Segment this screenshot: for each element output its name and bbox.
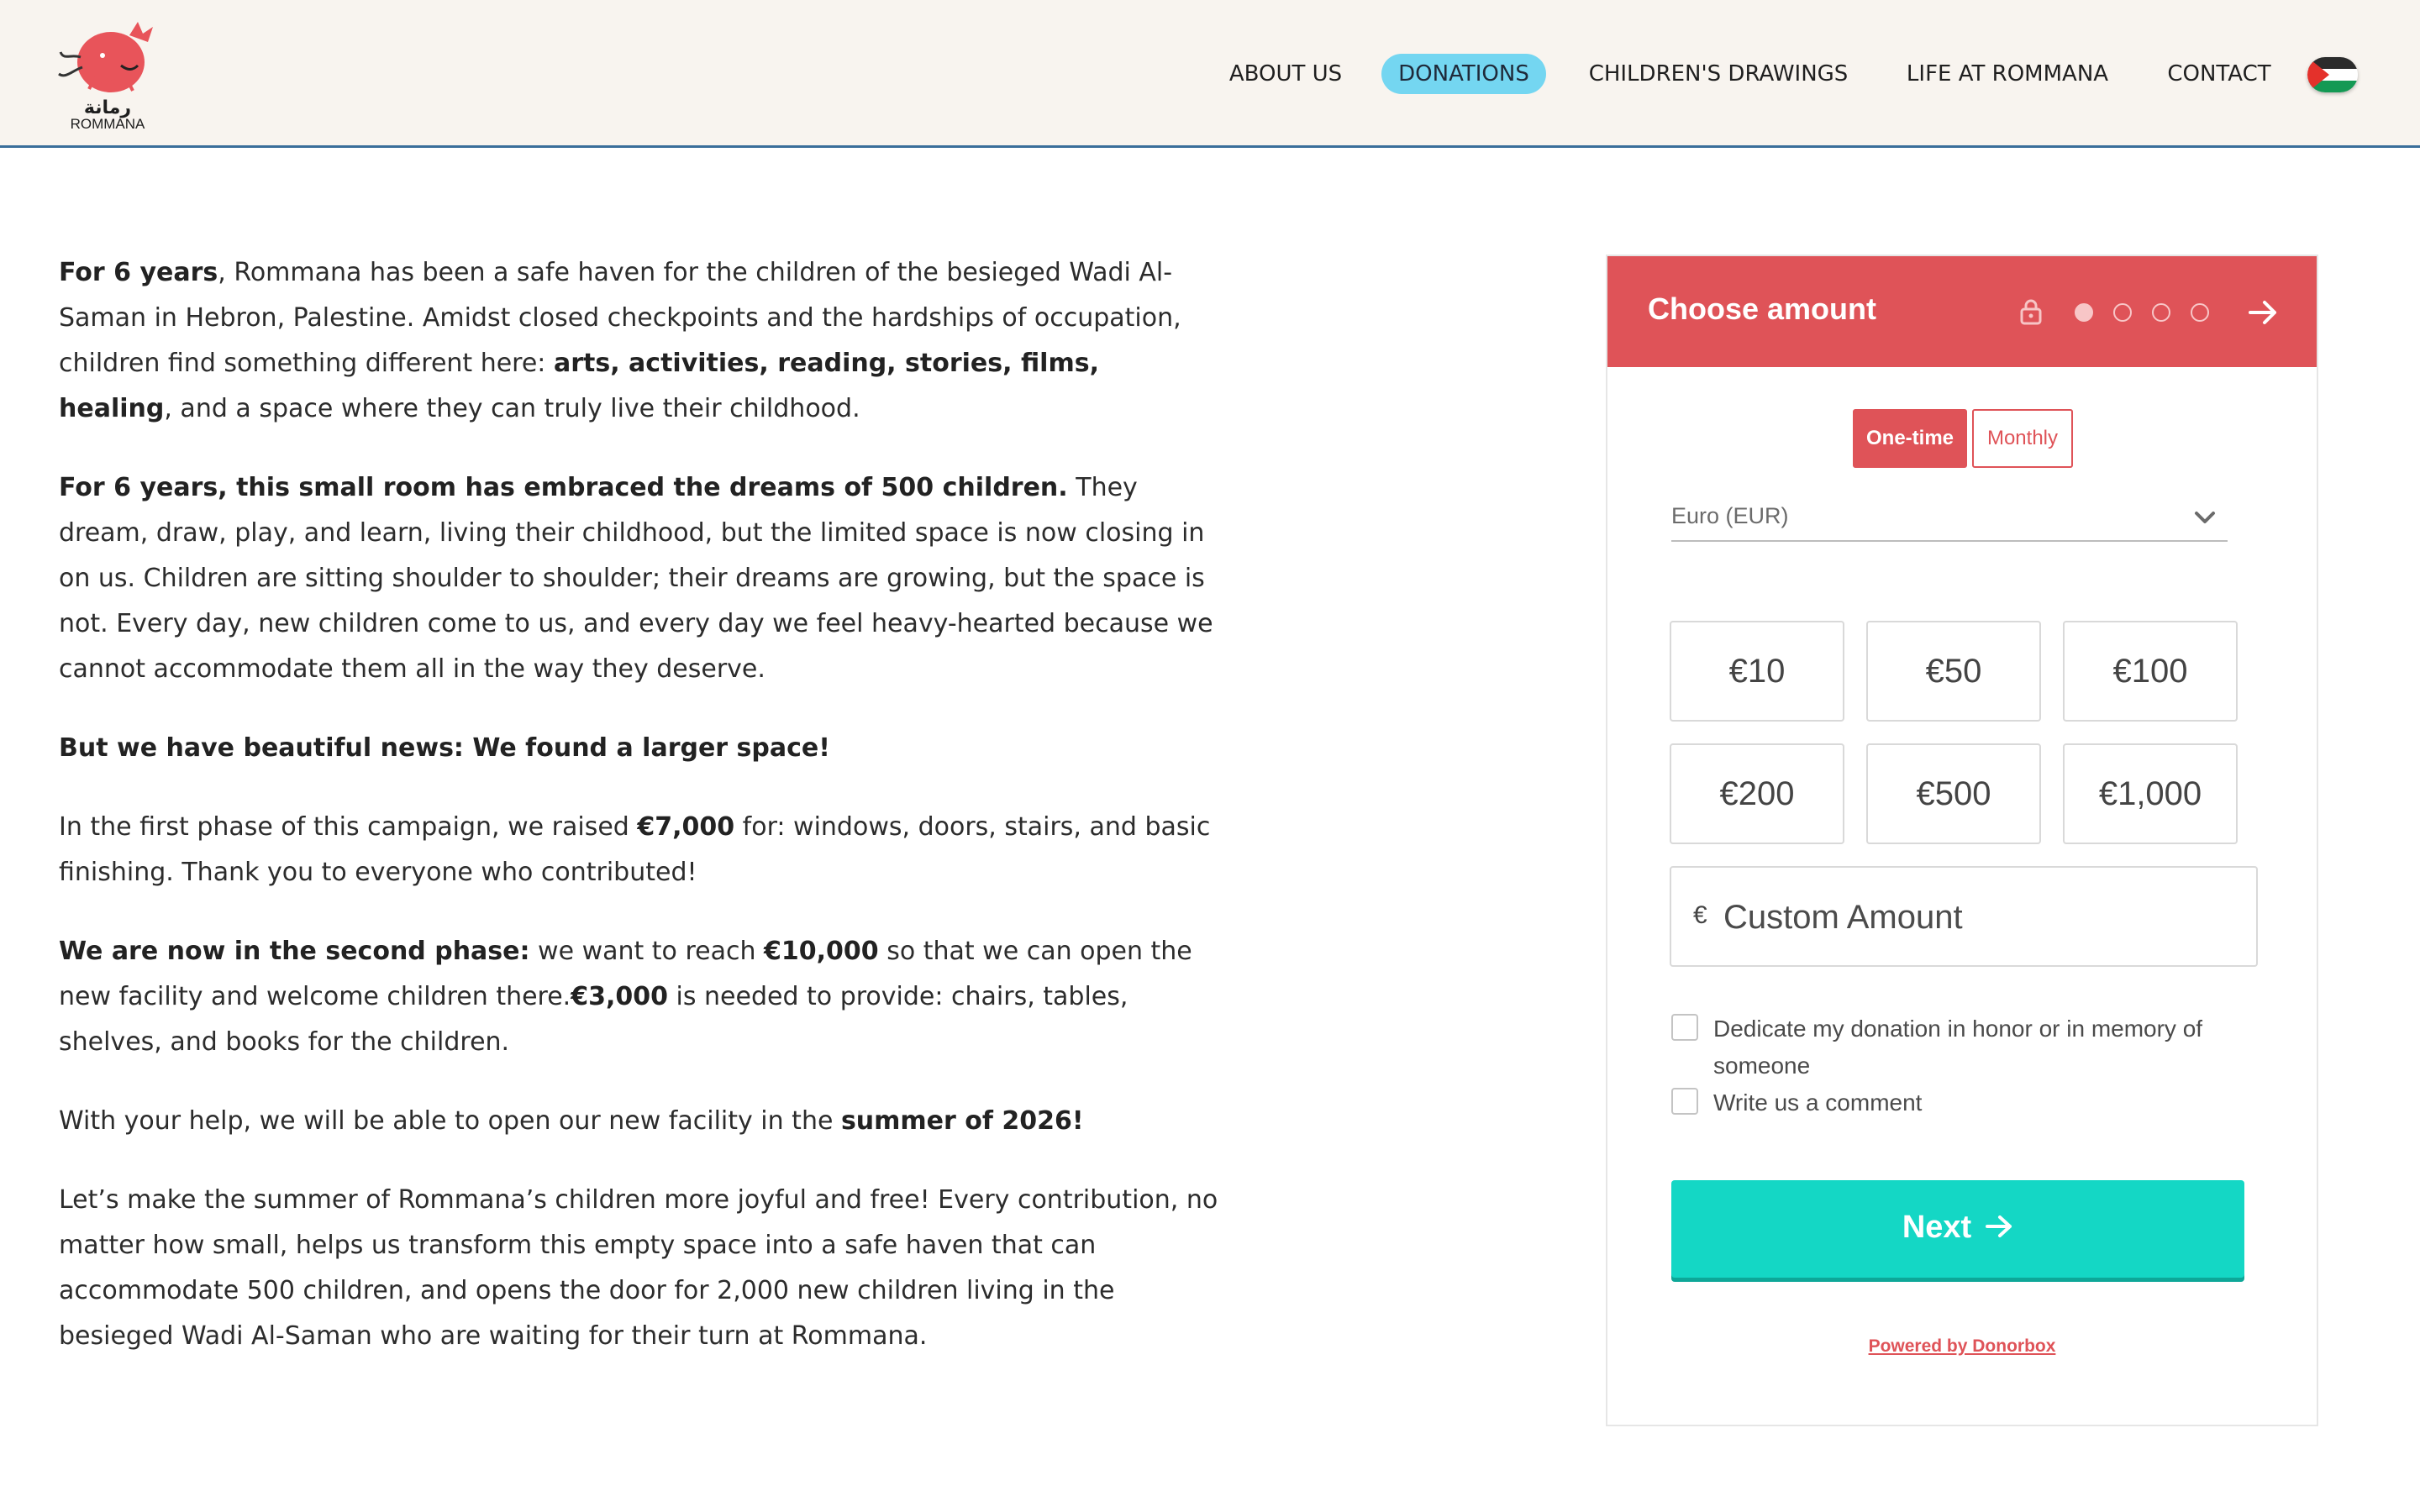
next-label: Next <box>1902 1210 1972 1245</box>
rommana-logo[interactable] <box>55 15 160 134</box>
arrow-right-icon <box>1985 1214 2013 1239</box>
arrow-right-icon[interactable] <box>2248 300 2278 325</box>
amount-button[interactable]: €1,000 <box>2063 743 2238 844</box>
pomegranate-logo-icon <box>55 15 160 99</box>
widget-header <box>1607 256 2317 367</box>
paragraph-first-phase: In the first phase of this campaign, we raised €7,000 for: windows, doors, stairs, and basic finishing. Thank you to everyone who contributed! <box>59 812 1211 887</box>
one-time-toggle[interactable]: One-time <box>1853 409 1967 468</box>
paragraph-small-room: For 6 years, this small room has embraced the dreams of 500 children. They dream, draw, play, and learn, living their childhood, but the limited space is now closing in on us. Children are sitting shoulder to shoulder; their dreams are growing, but the space is not. Every day, new children come to us, and every day we feel heavy-hearted because we cannot accommodate them all in the way they deserve. <box>59 473 1213 684</box>
site-header <box>0 0 2420 148</box>
nav-childrens-drawings[interactable]: CHILDREN'S DRAWINGS <box>1588 61 1849 87</box>
logo-arabic-text: رمانة <box>83 97 132 118</box>
donation-widget <box>1606 255 2318 1426</box>
step-indicator-1 <box>2075 303 2093 322</box>
dedicate-label[interactable]: Dedicate my donation in honor or in memory of someone <box>1713 1016 2203 1079</box>
nav-contact[interactable]: CONTACT <box>2167 61 2271 87</box>
amount-button[interactable]: €500 <box>1866 743 2041 844</box>
widget-title: Choose amount <box>1648 291 1877 326</box>
custom-amount-field[interactable] <box>1670 866 2258 967</box>
paragraph-second-phase: We are now in the second phase: we want to reach €10,000 so that we can open the new facility and welcome children there.€3,000 is needed to provide: chairs, tables, shelves, and books for the children. <box>59 937 1192 1057</box>
currency-select[interactable] <box>1671 500 2228 542</box>
powered-by-donorbox-link[interactable]: Powered by Donorbox <box>1868 1336 2056 1356</box>
currency-value: Euro (EUR) <box>1671 503 1789 528</box>
amount-button[interactable]: €50 <box>1866 621 2041 722</box>
comment-label[interactable]: Write us a comment <box>1713 1089 1923 1116</box>
step-indicator-4 <box>2191 303 2209 322</box>
campaign-article <box>59 250 1218 1393</box>
amount-button[interactable]: €100 <box>2063 621 2238 722</box>
custom-amount-input[interactable] <box>1722 886 2229 948</box>
step-indicator-3 <box>2152 303 2170 322</box>
nav-donations[interactable]: DONATIONS <box>1381 54 1546 94</box>
amount-button[interactable]: €10 <box>1670 621 1844 722</box>
paragraph-news: But we have beautiful news: We found a larger space! <box>59 733 830 763</box>
step-indicator-2 <box>2113 303 2132 322</box>
paragraph-call-to-action: Let’s make the summer of Rommana’s children more joyful and free! Every contribution, no matter how small, helps us transform this empty space into a safe haven that can accommodate 500 children, and opens the door for 2,000 new children living in the besieged Wadi Al-Saman who are waiting for their turn at Rommana. <box>59 1185 1218 1351</box>
nav-about-us[interactable]: ABOUT US <box>1228 61 1343 87</box>
comment-checkbox[interactable] <box>1671 1088 1698 1115</box>
paragraph-intro: For 6 years, Rommana has been a safe haven for the children of the besieged Wadi Al-Saman in Hebron, Palestine. Amidst closed checkpoints and the hardships of occupation, children find something different here: arts, activities, reading, stories, films, healing, and a space where they can truly live their childhood. <box>59 258 1181 423</box>
nav-life-at-rommana[interactable]: LIFE AT ROMMANA <box>1906 61 2109 87</box>
lock-icon <box>2019 298 2043 325</box>
paragraph-summer: With your help, we will be able to open our new facility in the summer of 2026! <box>59 1106 1084 1136</box>
monthly-toggle[interactable]: Monthly <box>1972 409 2073 468</box>
logo-latin-text: ROMMANA <box>70 116 145 132</box>
euro-symbol: € <box>1693 901 1707 929</box>
dedicate-checkbox[interactable] <box>1671 1014 1698 1041</box>
next-button[interactable] <box>1671 1180 2244 1278</box>
chevron-down-icon <box>2194 510 2216 525</box>
palestine-flag-icon[interactable] <box>2307 57 2358 92</box>
amount-button[interactable]: €200 <box>1670 743 1844 844</box>
